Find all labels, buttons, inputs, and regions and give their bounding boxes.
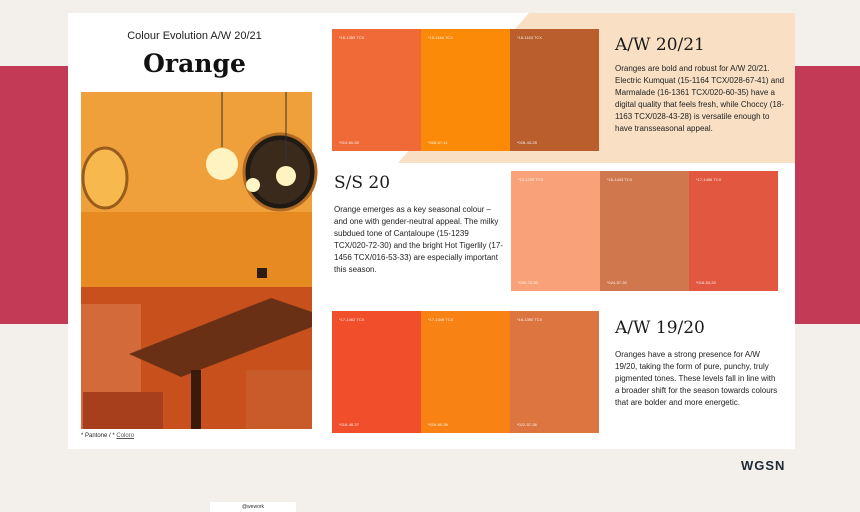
swatch-ss20-2 <box>600 171 689 291</box>
palette-aw1920 <box>332 311 599 433</box>
footnote <box>81 433 134 439</box>
coloro-link[interactable]: Coloro <box>116 433 135 439</box>
swatch-code: *16-1443 TCX <box>607 177 633 182</box>
palette-ss20 <box>511 171 778 291</box>
swatch-coloro-code: *010-60-35 <box>339 140 359 145</box>
swatch-coloro-code: *028-43-28 <box>517 140 537 145</box>
interior-photo-illustration <box>81 92 312 429</box>
section-body-aw2021: Oranges are bold and robust for A/W 20/21. Electric Kumquat (15-1164 TCX/028-67-41) and Marmalade (16-1361 TCX/020-60-35) have a digital quality that feels fresh, while Choccy (18-1163 TCX/028-43-28) is versatile enough to have transseasonal appeal. <box>615 64 785 133</box>
swatch-coloro-code: *024-60-36 <box>428 422 448 427</box>
swatch-aw1920-1 <box>332 311 421 433</box>
wgsn-logo: WGSN <box>741 458 786 473</box>
swatch-code: *15-1239 TCX <box>518 177 544 182</box>
swatch-ss20-3 <box>689 171 778 291</box>
section-body-ss20: Orange emerges as a key seasonal colour – and one with gender-neutral appeal. The milky subdued tone of Cantaloupe (15-1239 TCX/020-72-30) and the bright Hot Tigerlily (17-1456 TCX/016-53-33) are especially important this season. <box>334 205 503 274</box>
section-body-aw1920: Oranges have a strong presence for A/W 19/20, taking the form of pure, punchy, truly pigmented tones. These levels fall in line with a broader shift for the season towards colours that are bolder and more energetic. <box>615 350 778 407</box>
footnote-prefix: * Pantone / * <box>81 433 117 439</box>
page-kicker: Colour Evolution A/W 20/21 <box>127 30 262 42</box>
page-title: Orange <box>143 49 246 78</box>
swatch-code: *18-1163 TCX <box>517 35 542 40</box>
swatch-code: *16-1359 TCX <box>339 35 365 40</box>
photo-credit: @wework <box>210 502 296 512</box>
swatch-coloro-code: *028-67-41 <box>428 140 448 145</box>
swatch-code: *16-1350 TCX <box>517 317 543 322</box>
section-title-aw2021: A/W 20/21 <box>615 35 705 55</box>
section-title-ss20: S/S 20 <box>334 173 391 193</box>
swatch-aw1920-2 <box>421 311 510 433</box>
swatch-code: *15-1164 TCX <box>428 35 453 40</box>
swatch-coloro-code: *020-72-30 <box>518 280 538 285</box>
swatch-code: *17-1462 TCX <box>339 317 365 322</box>
swatch-aw2021-2 <box>421 29 510 151</box>
swatch-aw2021-1 <box>332 29 421 151</box>
swatch-code: *17-1456 TCX <box>696 177 722 182</box>
swatch-coloro-code: *024-57-30 <box>607 280 627 285</box>
swatch-coloro-code: *016-53-33 <box>696 280 716 285</box>
swatch-coloro-code: *016-48-37 <box>339 422 359 427</box>
swatch-code: *17-1349 TCX <box>428 317 454 322</box>
swatch-aw2021-3 <box>510 29 599 151</box>
swatch-coloro-code: *022-57-36 <box>517 422 537 427</box>
palette-aw2021 <box>332 29 599 151</box>
swatch-ss20-1 <box>511 171 600 291</box>
swatch-aw1920-3 <box>510 311 599 433</box>
section-title-aw1920: A/W 19/20 <box>615 318 705 338</box>
